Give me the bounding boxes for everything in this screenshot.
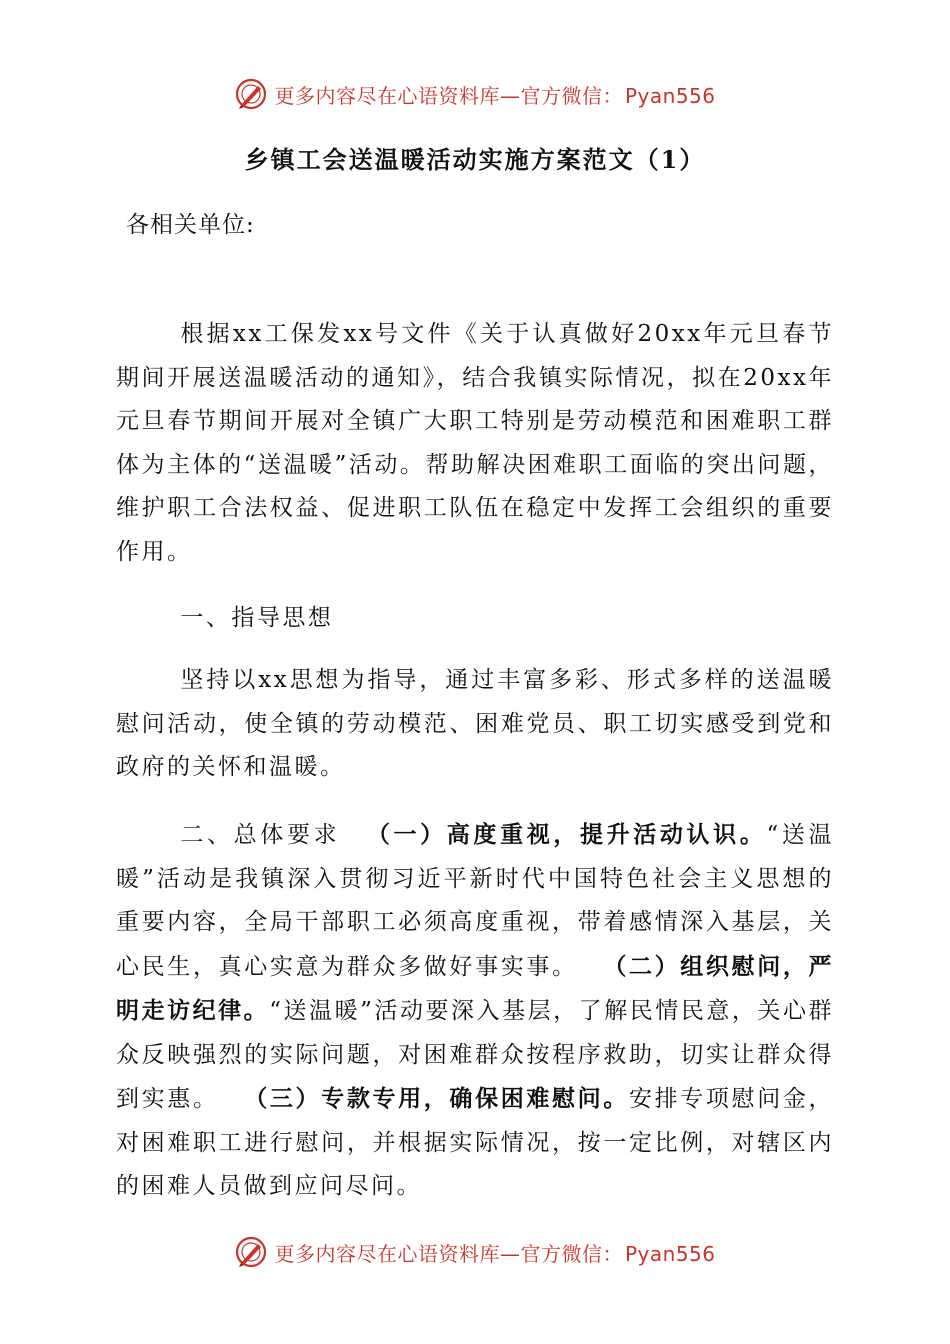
document-title: 乡镇工会送温暖活动实施方案范文（1） — [244, 145, 706, 174]
item-1-heading: （一）高度重视，提升活动认识。 — [365, 821, 767, 848]
item-2-heading: （二）组织慰问，严明走访纪律。 — [116, 952, 835, 1024]
footer-banner — [0, 1232, 950, 1272]
wechat-handle: Pyan556 — [624, 1241, 716, 1266]
banner-text: 更多内容尽在心语资料库—官方微信： Pyan556 — [274, 83, 716, 108]
section-1-body: 坚持以xx思想为指导，通过丰富多彩、形式多样的送温暖慰问活动，使全镇的劳动模范、困难党员、职工切实感受到党和政府的关怀和温暖。 — [116, 667, 834, 780]
pen-logo-icon — [234, 77, 268, 111]
item-2-body: “送温暖”活动要深入基层，了解民情民意，关心群众反映强烈的实际问题，对困难群众按程序救助，切实让群众得到实惠。 — [116, 998, 834, 1112]
greeting: 各相关单位: — [126, 212, 255, 238]
section-1-heading: 一、指导思想 — [180, 605, 334, 631]
header-banner — [0, 74, 950, 114]
item-3-body: 安排专项慰问金，对困难职工进行慰问，并根据实际情况，按一定比例，对辖区内的困难人员做到应问尽问。 — [116, 1086, 835, 1199]
item-1-body: “送温暖”活动是我镇深入贯彻习近平新时代中国特色社会主义思想的重要内容，全局干部职工必须高度重视，带着感情深入基层，关心民生，真心实意为群众多做好事实事。 — [116, 822, 835, 980]
section-2-paragraph — [116, 813, 834, 1209]
item-3-heading: （三）专款专用，确保困难慰问。 — [244, 1085, 629, 1112]
section-2-heading: 二、总体要求 — [180, 822, 341, 848]
pen-logo-icon — [234, 1235, 268, 1269]
intro-paragraph: 根据xx工保发xx号文件《关于认真做好20xx年元旦春节期间开展送温暖活动的通知》，结合我镇实际情况，拟在20xx年元旦春节期间开展对全镇广大职工特别是劳动模范和困难职工群体为主体的“送温暖”活动。帮助解决困难职工面临的突出问题，维护职工合法权益、促进职工队伍在稳定中发挥工会组织的重要作用。 — [116, 321, 834, 565]
wechat-handle: Pyan556 — [624, 83, 716, 108]
banner-text: 更多内容尽在心语资料库—官方微信： Pyan556 — [274, 1241, 716, 1266]
